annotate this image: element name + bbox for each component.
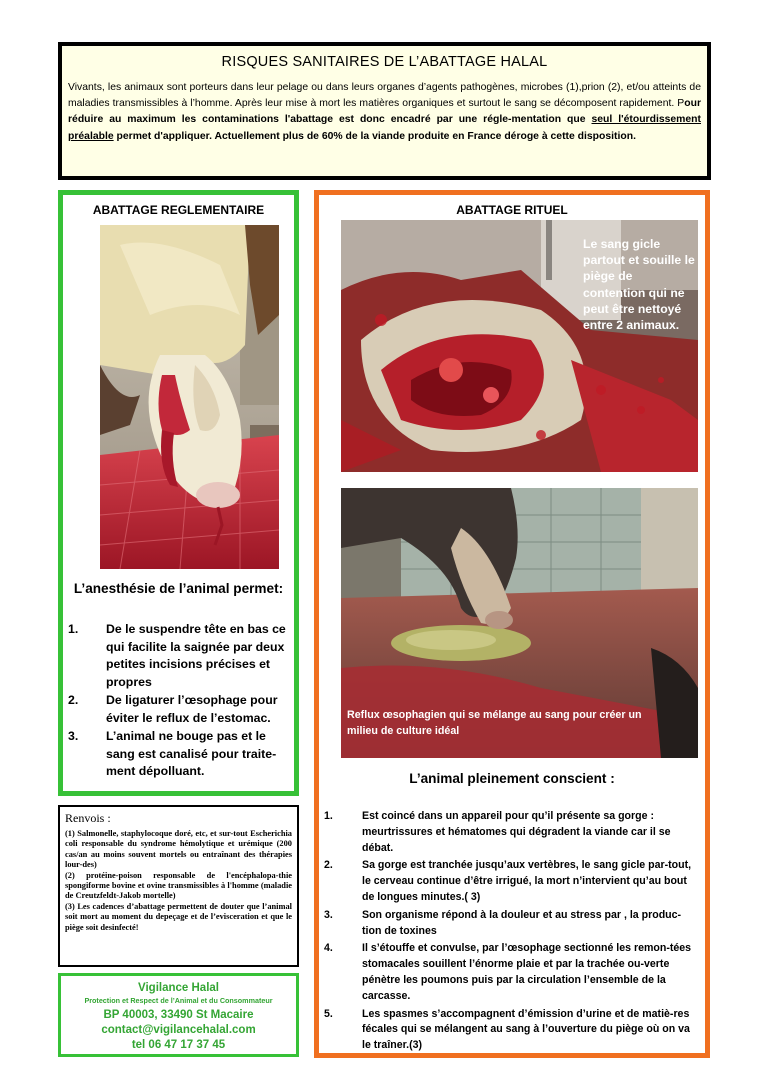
list-item: 3. L’animal ne bouge pas et le sang est canalisé pour traite-ment dépolluant. [68,729,277,778]
intro-bold-end: permet d'appliquer. Actuellement plus de 60% de la viande produite en France déroge à cette disposition. [113,130,636,142]
regulated-list [68,621,290,781]
address: BP 40003, 33490 St Macaire [103,1009,254,1021]
list-item: 1. De le suspendre tête en bas ce qui facilite la saignée par deux petites incisions précises et propres [68,622,286,689]
ritual-slaughter-box [314,190,710,1058]
footnote-3: (3) Les cadences d’abattage permettent de douter que l’animal soit mort au moment du depeçage et de l’evisceration et que le piège soit desinfecté! [65,901,292,932]
intro-bold: our réduire au maximum les contaminations l'abattage est donc encadré par une régle-mentation que [68,98,701,126]
photo-restraint-box [341,220,698,472]
list-item: 3. Son organisme répond à la douleur et au stress par , la produc-tion de toxines [324,908,682,937]
photo-stunned-cow [100,225,279,569]
photo2-caption: Reflux œsophagien qui se mélange au sang pour créer un milieu de culture idéal [347,709,642,737]
intro-underlined: seul l'étourdissement préalable [68,114,701,142]
org-tagline: Protection et Respect de l’Animal et du Consommateur [84,996,273,1005]
footnotes-box [58,805,299,967]
org-name: Vigilance Halal [138,982,219,994]
regulated-subtitle: L’anesthésie de l’animal permet: [73,581,284,596]
phone: tel 06 47 17 37 45 [131,1039,226,1051]
ritual-subtitle: L’animal pleinement conscient : [409,771,615,786]
photo1-caption: Le sang gicle partout et souille le piège de contention qui ne peut être nettoyé entre 2 animaux. [583,237,695,333]
photo-reflux-floor [341,488,698,758]
page-title: RISQUES SANITAIRES DE L’ABATTAGE HALAL [221,54,548,70]
regulated-slaughter-box [58,190,299,796]
list-item: 1. Est coincé dans un appareil pour qu’il présente sa gorge : meurtrissures et hématomes qui dégradent la viande car il se débat. [324,810,671,854]
intro-box [58,42,711,180]
email-link[interactable]: contact@vigilancehalal.com [101,1024,256,1036]
footnote-2: (2) protéine-poison responsable de l'encéphalopa-thie spongiforme bovine et ovine transmissibles à l'homme (maladie de Creutzfeldt-Jakob mortelle) [65,870,292,901]
ritual-title: ABATTAGE RITUEL [456,203,568,217]
list-item: 2. De ligaturer l’œsophage pour éviter le reflux de l’estomac. [68,693,278,725]
footnotes-title: Renvois : [65,811,111,825]
contact-box [58,973,299,1057]
regulated-title: ABATTAGE REGLEMENTAIRE [92,203,265,217]
list-item: 4. Il s’étouffe et convulse, par l’œsophage sectionné les remon-tées stomacales souillent l’énorme plaie et par la trachée ou-verte pénètre les poumons puis par la circulation l’ensemble de la carcasse. [324,942,692,1002]
list-item: 5. Les spasmes s’accompagnent d’émission d’urine et de matiè-res fécales qui se mélangent au sang à l’ouverture du piège où on va le traîner.(3) [324,1007,690,1052]
intro-plain: Vivants, les animaux sont porteurs dans leur pelage ou dans leurs organes d’agents pathogènes, microbes (1),prion (2), et/ou atteints de maladies transmissibles à l’homme. Après leur mise à mort les matières organiques et surtout le sang se décomposent rapidement. P [68,82,701,110]
ritual-list [324,809,700,1054]
list-item: 2. Sa gorge est tranchée jusqu’aux vertèbres, le sang gicle par-tout, le cerveau continue d’être irrigué, la mort n’intervient qu’au bout de longues minutes.( 3) [324,859,692,903]
intro-text [68,80,701,145]
footnote-1: (1) Salmonelle, staphylocoque doré, etc, et sur-tout Escherichia coli responsable du syndrome hémolytique et urémique (200 cas/an au moins souvent mortels ou entraînant des thérapies lour-des) [65,829,292,870]
